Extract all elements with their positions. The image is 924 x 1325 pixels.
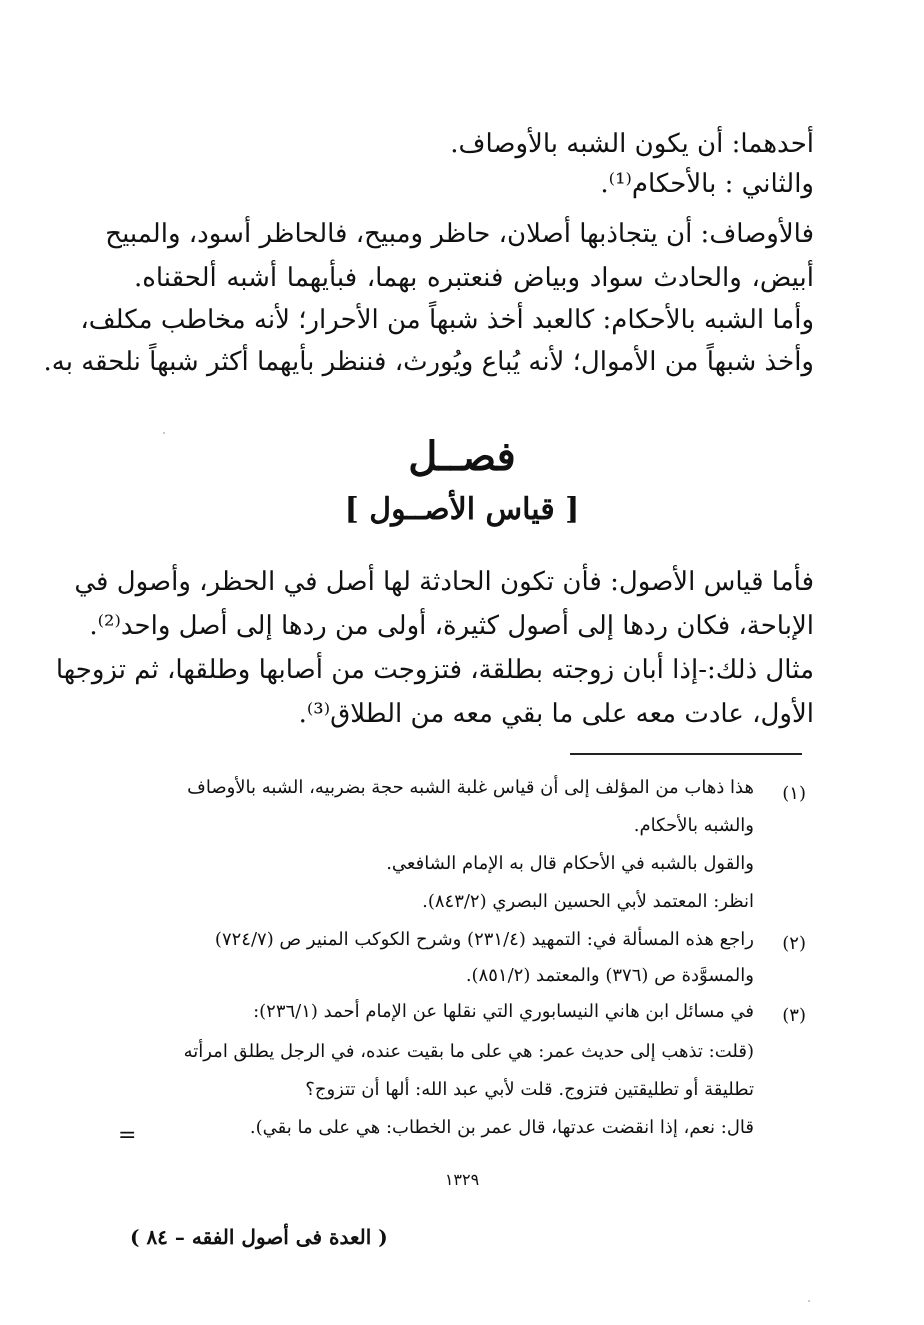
section-line-3: مثال ذلك:-إذا أبان زوجته بطلقة، فتزوجت من أصابها وطلقها، ثم تزوجها xyxy=(55,655,814,685)
body-line-3: فالأوصاف: أن يتجاذبها أصلان، حاظر ومبيح، فالحاظر أسود، والمبيح xyxy=(105,219,814,249)
footnote-1-line-2: والشبه بالأحكام. xyxy=(633,815,754,836)
footnote-3-line-3: تطليقة أو تطليقتين فتزوج. قلت لأبي عبد الله: ألها أن تتزوج؟ xyxy=(305,1079,754,1100)
scan-speck xyxy=(808,1300,810,1302)
footnote-2-line-2: والمسوَّدة ص (٣٧٦) والمعتمد (٨٥١/٢). xyxy=(465,965,754,986)
footnote-2-line-1: راجع هذه المسألة في: التمهيد (٢٣١/٤) وشرح الكوكب المنير ص (٧٢٤/٧) xyxy=(214,929,754,950)
body-line-2: والثاني : بالأحكام⁽¹⁾. xyxy=(600,169,814,199)
section-line-2: الإباحة، فكان ردها إلى أصول كثيرة، أولى من ردها إلى أصل واحد⁽²⁾. xyxy=(89,611,814,641)
body-line-4: أبيض، والحادث سواد وبياض فنعتبره بهما، فبأيهما أشبه ألحقناه. xyxy=(134,263,814,293)
book-signature: ( العدة فى أصول الفقه – ٨٤ ) xyxy=(130,1225,388,1249)
footnote-2-number: (٢) xyxy=(782,933,806,954)
section-subtitle: [ قياس الأصــول ] xyxy=(344,492,580,527)
section-line-1: فأما قياس الأصول: فأن تكون الحادثة لها أصل في الحظر، وأصول في xyxy=(74,567,814,597)
page-number: ١٣٢٩ xyxy=(444,1170,480,1189)
footnote-3-line-4: قال: نعم، إذا انقضت عدتها، قال عمر بن الخطاب: هي على ما بقي). xyxy=(249,1117,754,1138)
footnote-1-line-3: والقول بالشبه في الأحكام قال به الإمام الشافعي. xyxy=(386,853,754,874)
footnote-3-line-2: (قلت: تذهب إلى حديث عمر: هي على ما بقيت عنده، في الرجل يطلق امرأته xyxy=(183,1041,754,1062)
footnote-3-line-1: في مسائل ابن هاني النيسابوري التي نقلها عن الإمام أحمد (٢٣٦/١): xyxy=(253,1001,754,1022)
continuation-mark: = xyxy=(118,1123,137,1148)
footnote-1-line-4: انظر: المعتمد لأبي الحسين البصري (٨٤٣/٢). xyxy=(422,891,754,912)
body-line-6: وأخذ شبهاً من الأموال؛ لأنه يُباع ويُورث، فننظر بأيهما أكثر شبهاً نلحقه به. xyxy=(43,347,814,377)
footnote-1-number: (١) xyxy=(782,783,806,804)
section-title: فصــل xyxy=(408,433,516,480)
body-line-5: وأما الشبه بالأحكام: كالعبد أخذ شبهاً من الأحرار؛ لأنه مخاطب مكلف، xyxy=(80,305,814,335)
footnote-3-number: (٣) xyxy=(782,1005,806,1026)
body-line-1: أحدهما: أن يكون الشبه بالأوصاف. xyxy=(450,129,814,159)
footnote-1-line-1: هذا ذهاب من المؤلف إلى أن قياس غلبة الشبه حجة بضربيه، الشبه بالأوصاف xyxy=(187,777,754,798)
section-line-4: الأول، عادت معه على ما بقي معه من الطلاق⁽³⁾. xyxy=(298,699,814,729)
scan-speck xyxy=(163,432,165,434)
footnote-separator xyxy=(570,753,802,755)
